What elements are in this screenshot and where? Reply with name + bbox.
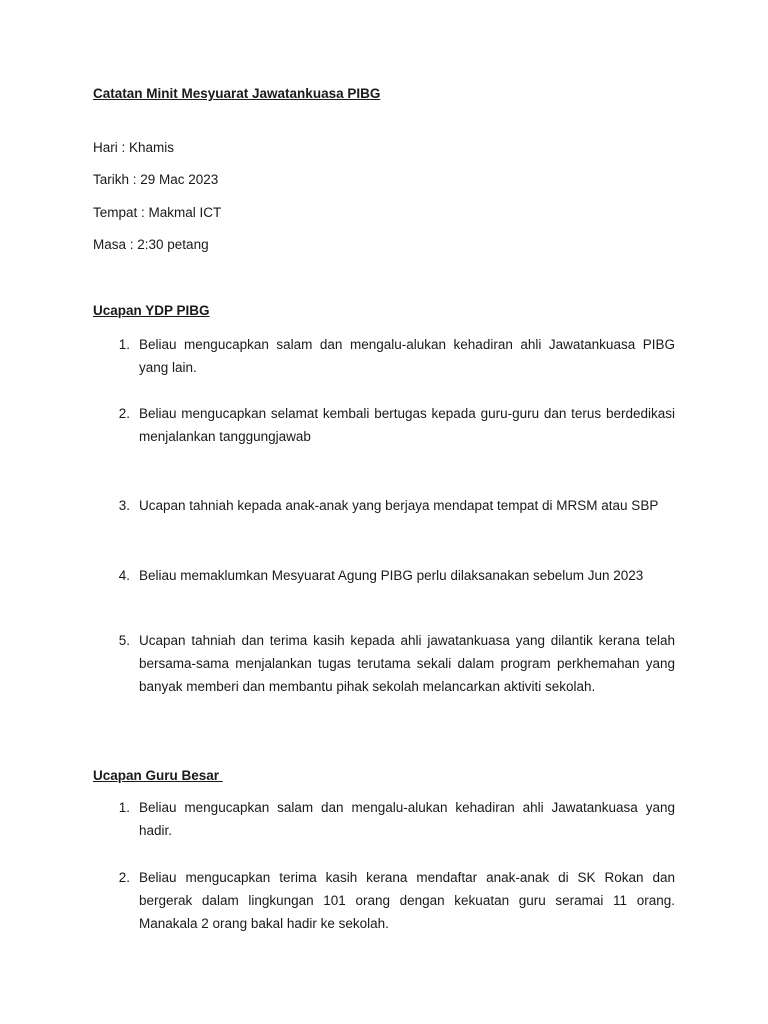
- list-item: Ucapan tahniah dan terima kasih kepada ahli jawatankuasa yang dilantik kerana telah bersama-sama menjalankan tugas terutama sekali dalam program perkhemahan yang banyak memberi dan membantu pihak sekolah melancarkan aktiviti sekolah.: [139, 633, 675, 694]
- section-heading-guru-besar: Ucapan Guru Besar: [93, 768, 223, 783]
- list-item-number: 3.: [118, 498, 130, 513]
- list-item-number: 5.: [118, 633, 130, 648]
- meta-masa: Masa : 2:30 petang: [93, 237, 209, 252]
- list-item-number: 1.: [118, 337, 130, 352]
- list-item: Beliau mengucapkan selamat kembali bertugas kepada guru-guru dan terus berdedikasi menjalankan tanggungjawab: [139, 406, 675, 444]
- list-item: Beliau mengucapkan terima kasih kerana mendaftar anak-anak di SK Rokan dan bergerak dalam lingkungan 101 orang dengan kekuatan guru seramai 11 orang. Manakala 2 orang bakal hadir ke sekolah.: [139, 870, 675, 931]
- list-item-number: 2.: [118, 870, 130, 885]
- list-item: Beliau memaklumkan Mesyuarat Agung PIBG perlu dilaksanakan sebelum Jun 2023: [139, 568, 644, 583]
- document-title: Catatan Minit Mesyuarat Jawatankuasa PIBG: [93, 86, 381, 101]
- list-item: Beliau mengucapkan salam dan mengalu-alukan kehadiran ahli Jawatankuasa yang hadir.: [139, 800, 675, 838]
- section-heading-ydp: Ucapan YDP PIBG: [93, 303, 210, 318]
- meta-tempat: Tempat : Makmal ICT: [93, 205, 222, 220]
- meta-hari: Hari : Khamis: [93, 140, 175, 155]
- list-item: Beliau mengucapkan salam dan mengalu-alukan kehadiran ahli Jawatankuasa PIBG yang lain.: [139, 337, 675, 375]
- meta-tarikh: Tarikh : 29 Mac 2023: [93, 172, 219, 187]
- list-item: Ucapan tahniah kepada anak-anak yang berjaya mendapat tempat di MRSM atau SBP: [139, 498, 659, 513]
- list-item-number: 1.: [118, 800, 130, 815]
- list-item-number: 4.: [118, 568, 130, 583]
- list-item-number: 2.: [118, 406, 130, 421]
